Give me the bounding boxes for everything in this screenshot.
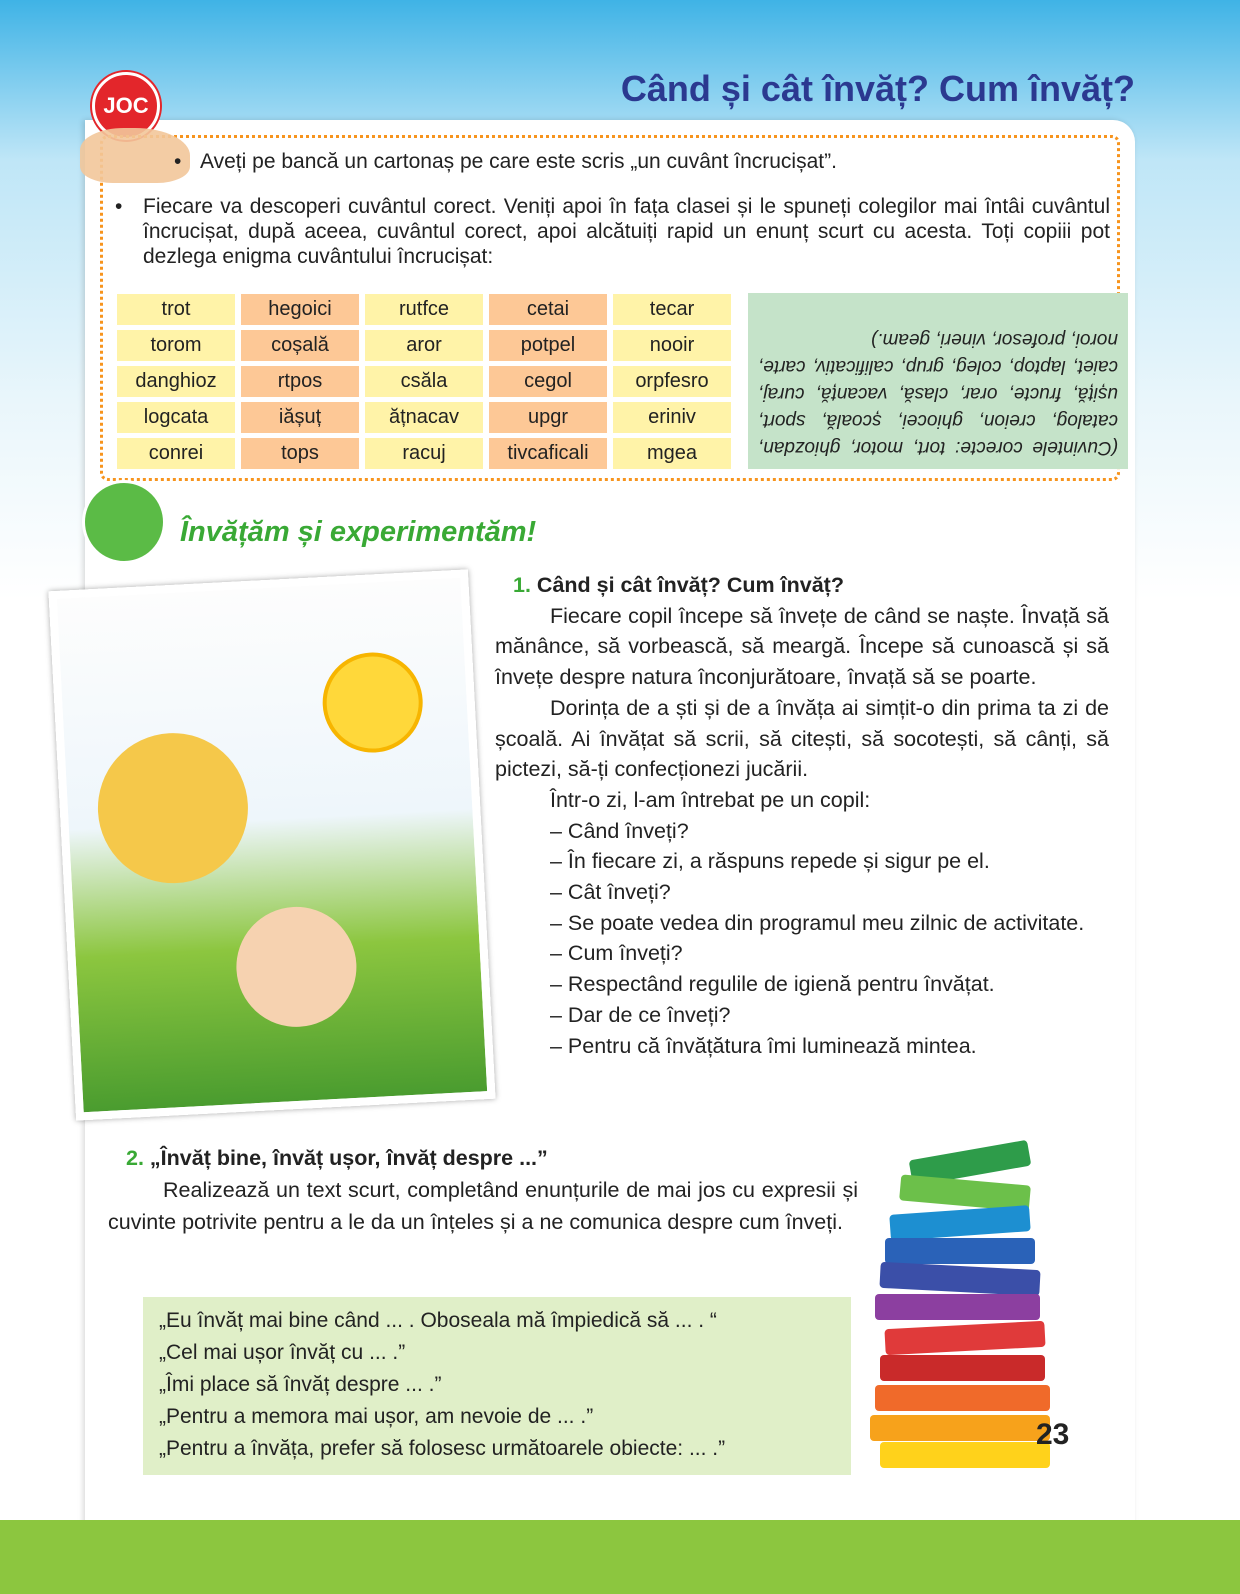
bullet: • [115,195,123,218]
exercise-number: 1. [513,573,531,597]
prompt-line: „Cel mai ușor învăț cu ... .” [159,1341,406,1364]
prompt-line: „Îmi place să învăț despre ... .” [159,1373,442,1396]
word-cell: cetai [489,294,607,325]
dialogue-line: – În fiecare zi, a răspuns repede și sigur pe el. [550,849,990,874]
joc-logo: JOC [92,72,160,140]
dialogue-line: – Dar de ce înveți? [550,1002,731,1027]
game-bullet-2 [115,194,1110,269]
word-cell: potpel [489,330,607,361]
word-cell: nooir [613,330,731,361]
scrambled-words-grid [117,294,731,469]
word-cell: trot [117,294,235,325]
mouse-mascot-icon [82,480,166,564]
paragraph: Dorința de a ști și de a învăța ai simțit-o din prima ta zi de școală. Ai învățat să scrii, să citești, să socotești, să cânți, să pictezi, să-ți confecționezi jucării. [495,695,1109,782]
word-cell: tops [241,438,359,469]
word-cell: logcata [117,402,235,433]
word-cell: upgr [489,402,607,433]
dialogue-line: – Cât înveți? [550,880,671,905]
word-cell: aror [365,330,483,361]
dialogue-line: – Respectând regulile de igienă pentru învățat. [550,972,995,997]
page-title: Când și cât învăț? Cum învăț? [620,68,1135,109]
word-cell: rutfce [365,294,483,325]
word-cell: torom [117,330,235,361]
children-learning-illustration [48,569,495,1120]
exercise-1 [495,570,1109,1061]
word-cell: racuj [365,438,483,469]
boy-figure [94,729,252,887]
word-cell: danghioz [117,366,235,397]
girl-figure [233,904,359,1030]
dialogue-line: – Când înveți? [550,818,689,843]
dialogue-line: – Cum înveți? [550,941,683,966]
prompt-line: „Pentru a învăța, prefer să folosesc următoarele obiecte: ... .” [159,1437,726,1460]
word-cell: eriniv [613,402,731,433]
prompt-line: „Eu învăț mai bine când ... . Oboseala mă împiedică să ... . “ [159,1309,717,1332]
prompt-line: „Pentru a memora mai ușor, am nevoie de ... .” [159,1405,594,1428]
word-cell: coșală [241,330,359,361]
bullet-text: Fiecare va descoperi cuvântul corect. Veniți apoi în fața clasei și le spuneți colegilor mai întâi cuvântul încrucișat, după aceea, cuvântul corect, apoi alcătuiți rapid un enunț scurt cu acesta. Toți copiii pot dezlega enigma cuvântului încrucișat: [143,195,1110,268]
page-number: 23 [1036,1418,1070,1451]
word-cell: tecar [613,294,731,325]
bullet-text: Aveți pe bancă un cartonaș pe care este scris „un cuvânt încrucișat”. [200,150,837,173]
exercise-2 [108,1142,858,1238]
exercise-number: 2. [126,1146,144,1170]
word-cell: csăla [365,366,483,397]
book-stack-illustration [860,1140,1060,1470]
word-cell: ățnacav [365,402,483,433]
word-cell: rtpos [241,366,359,397]
paragraph: Realizează un text scurt, completând enunțurile de mai jos cu expresii și cuvinte potrivite pentru a le da un înțeles și a ne comunica despre cum înveți. [108,1178,858,1234]
word-cell: hegoici [241,294,359,325]
dialogue-line: – Pentru că învățătura îmi luminează mintea. [550,1033,977,1058]
upside-down-answers: (Cuvintele corecte: tort, motor, ghiozdan, catalog, creion, ghiocei, școală, sport, ușiță, fructe, orar, clasă, vacanță, curaj, caiet, laptop, coleg, grup, calificativ, carte, noroi, profesor, vineri, geam.) [748,293,1128,469]
word-cell: mgea [613,438,731,469]
sentence-prompts-box [143,1297,851,1475]
paragraph: Într-o zi, l-am întrebat pe un copil: [550,787,871,812]
exercise-title: „Învăț bine, învăț ușor, învăț despre ...” [149,1146,548,1170]
bullet: • [174,150,182,173]
word-cell: conrei [117,438,235,469]
word-cell: tivcaficali [489,438,607,469]
grass-footer [0,1520,1240,1594]
paragraph: Fiecare copil începe să învețe de când se naște. Învață să mănânce, să vorbească, să meargă. Începe să cunoască și să învețe despre natura înconjurătoare, învață să se poarte. [495,603,1109,690]
dialogue-line: – Se poate vedea din programul meu zilnic de activitate. [550,910,1085,935]
sun-icon [320,650,425,755]
word-cell: iășuț [241,402,359,433]
section-heading: Învățăm și experimentăm! [180,516,537,548]
word-cell: orpfesro [613,366,731,397]
word-cell: cegol [489,366,607,397]
exercise-title: Când și cât învăț? Cum învăț? [536,573,844,597]
game-bullet-1 [174,150,837,174]
